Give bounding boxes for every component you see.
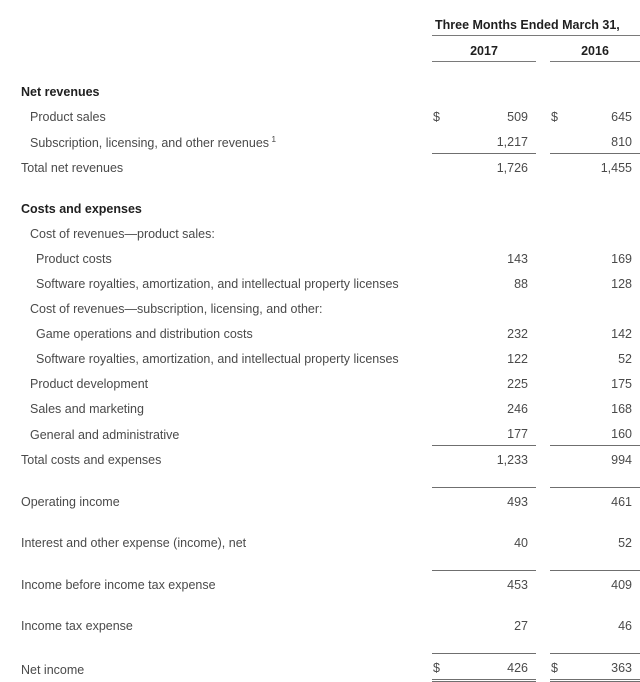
row-label-text: Net revenues — [21, 85, 100, 99]
row-label — [0, 571, 432, 597]
row-label — [0, 420, 432, 446]
row-label — [0, 654, 432, 681]
currency-symbol-2017: $ — [433, 110, 440, 124]
table-row — [0, 270, 640, 295]
spacer-row — [0, 471, 640, 488]
spacer-cell — [432, 637, 446, 654]
spacer-cell — [564, 554, 640, 571]
spacer-cell — [446, 471, 536, 488]
spacer-cell — [550, 0, 564, 12]
spacer-cell — [432, 471, 446, 488]
column-gap — [536, 295, 550, 320]
value-2016 — [564, 195, 640, 220]
currency-symbol-2017 — [432, 195, 446, 220]
currency-symbol-2016 — [550, 345, 564, 370]
top-spacer-row — [0, 0, 640, 12]
spacer-cell — [536, 596, 550, 612]
value-2016 — [564, 220, 640, 245]
section-header-row — [0, 78, 640, 103]
value-2016: 810 — [611, 135, 632, 149]
spacer-cell — [564, 513, 640, 529]
spacer-row — [0, 513, 640, 529]
spacer-row — [0, 637, 640, 654]
value-2016: 142 — [611, 327, 632, 341]
value-2016: 169 — [611, 252, 632, 266]
table-row — [0, 295, 640, 320]
spacer-cell — [564, 179, 640, 195]
spacer-cell — [0, 554, 432, 571]
currency-symbol-2016 — [550, 220, 564, 245]
section-header-row — [0, 195, 640, 220]
row-label-text: Subscription, licensing, and other revenues — [30, 135, 270, 150]
table-row — [0, 420, 640, 446]
summary-row — [0, 488, 640, 514]
value-2016: 1,455 — [564, 154, 640, 180]
row-label-text: Product sales — [30, 110, 106, 124]
spacer-cell — [432, 596, 446, 612]
row-label — [0, 220, 432, 245]
value-2017: 1,726 — [446, 154, 536, 180]
row-label — [0, 195, 432, 220]
row-label-text: Sales and marketing — [30, 402, 144, 416]
spacer-cell — [0, 596, 432, 612]
value-2017: 122 — [507, 352, 528, 366]
currency-symbol-2017 — [432, 529, 446, 554]
row-label — [0, 488, 432, 514]
currency-symbol-2017 — [432, 154, 446, 180]
row-label — [0, 320, 432, 345]
row-label-text: Interest and other expense (income), net — [21, 536, 247, 550]
column-gap — [536, 78, 550, 103]
spacer-cell — [0, 0, 432, 12]
spacer-cell — [536, 513, 550, 529]
spacer-cell — [536, 637, 550, 654]
value-2017: 426 — [446, 654, 536, 681]
spacer-cell — [536, 0, 550, 12]
value-2016: 52 — [618, 352, 632, 366]
currency-symbol-2016 — [550, 195, 564, 220]
spacer-cell — [0, 637, 432, 654]
spacer-cell — [536, 62, 550, 79]
column-gap — [536, 571, 550, 597]
value-2017: 509 — [507, 110, 528, 124]
spacer-cell — [550, 62, 564, 79]
summary-row — [0, 612, 640, 637]
spacer-cell — [0, 62, 432, 79]
currency-symbol-2017 — [432, 220, 446, 245]
spacer-cell — [536, 554, 550, 571]
footnote-marker: 1 — [269, 133, 277, 144]
row-label — [0, 128, 432, 154]
value-2016 — [564, 78, 640, 103]
row-label — [0, 612, 432, 637]
row-label — [0, 103, 432, 128]
value-2017: 493 — [446, 488, 536, 514]
row-label-text: Total net revenues — [21, 161, 124, 175]
value-2017: 232 — [507, 327, 528, 341]
value-2017: 225 — [507, 377, 528, 391]
spacer-cell — [550, 513, 564, 529]
header-empty-cell — [0, 36, 432, 62]
row-label-text: Cost of revenues—product sales: — [30, 227, 215, 241]
spacer-cell — [550, 596, 564, 612]
spacer-row — [0, 179, 640, 195]
row-label-text: Game operations and distribution costs — [36, 327, 253, 341]
row-label — [0, 529, 432, 554]
currency-symbol-2017 — [432, 370, 446, 395]
spacer-cell — [446, 179, 536, 195]
row-label-text: Income tax expense — [21, 619, 133, 633]
currency-symbol-2016 — [550, 295, 564, 320]
column-gap — [536, 220, 550, 245]
spacer-cell — [446, 62, 536, 79]
currency-symbol-2017 — [432, 420, 446, 446]
table-row — [0, 395, 640, 420]
row-label-text: Operating income — [21, 495, 120, 509]
row-label — [0, 78, 432, 103]
currency-symbol-2016 — [550, 446, 564, 472]
column-gap — [536, 154, 550, 180]
currency-symbol-2016 — [550, 154, 564, 180]
table-row — [0, 245, 640, 270]
value-2017: 143 — [507, 252, 528, 266]
value-2016: 168 — [611, 402, 632, 416]
table-row — [0, 320, 640, 345]
spacer-cell — [550, 471, 564, 488]
column-gap — [536, 245, 550, 270]
row-label-text: Total costs and expenses — [21, 453, 162, 467]
row-label — [0, 370, 432, 395]
row-label-text: Software royalties, amortization, and intellectual property licenses — [36, 277, 399, 291]
value-2017 — [446, 295, 536, 320]
currency-symbol-2016 — [550, 612, 564, 637]
currency-symbol-2017 — [432, 245, 446, 270]
column-gap — [536, 320, 550, 345]
column-gap — [536, 529, 550, 554]
currency-symbol-2017 — [432, 446, 446, 472]
spacer-cell — [432, 179, 446, 195]
currency-symbol-2016 — [550, 370, 564, 395]
spacer-cell — [446, 513, 536, 529]
value-2016: 363 — [564, 654, 640, 681]
summary-row — [0, 654, 640, 681]
value-2017: 453 — [446, 571, 536, 597]
row-label-text: Income before income tax expense — [21, 578, 216, 592]
value-2017: 1,217 — [496, 135, 528, 149]
table-row — [0, 128, 640, 154]
row-label — [0, 395, 432, 420]
table-row — [0, 370, 640, 395]
value-2016 — [564, 295, 640, 320]
spacer-cell — [536, 471, 550, 488]
table-row — [0, 345, 640, 370]
currency-symbol-2016 — [550, 270, 564, 295]
column-gap — [536, 128, 550, 154]
spacer-cell — [536, 179, 550, 195]
column-gap — [536, 195, 550, 220]
column-header-2016: 2016 — [550, 36, 640, 62]
row-label-text: Costs and expenses — [21, 202, 142, 216]
header-gap-cell — [536, 36, 550, 62]
value-2017: 40 — [514, 536, 528, 550]
table-row — [0, 103, 640, 128]
currency-symbol-2017 — [432, 128, 446, 154]
currency-symbol-2016 — [550, 529, 564, 554]
currency-symbol-2016: $ — [551, 110, 558, 124]
currency-symbol-2016 — [550, 488, 564, 514]
currency-symbol-2017 — [432, 270, 446, 295]
row-label-text: General and administrative — [30, 427, 180, 442]
row-label — [0, 154, 432, 180]
currency-symbol-2017 — [432, 395, 446, 420]
column-gap — [536, 103, 550, 128]
value-2016: 645 — [611, 110, 632, 124]
row-label-text: Software royalties, amortization, and intellectual property licenses — [36, 352, 399, 366]
spacer-cell — [446, 554, 536, 571]
currency-symbol-2016 — [550, 78, 564, 103]
currency-symbol-2017: $ — [432, 654, 446, 681]
spacer-cell — [0, 471, 432, 488]
summary-row — [0, 571, 640, 597]
spacer-cell — [432, 554, 446, 571]
currency-symbol-2017 — [432, 488, 446, 514]
spacer-cell — [550, 179, 564, 195]
currency-symbol-2017 — [432, 295, 446, 320]
table-row — [0, 220, 640, 245]
value-2016: 128 — [611, 277, 632, 291]
spacer-cell — [446, 637, 536, 654]
table-row — [0, 446, 640, 472]
value-2017 — [446, 78, 536, 103]
value-2017 — [446, 220, 536, 245]
column-gap — [536, 420, 550, 446]
currency-symbol-2016 — [550, 320, 564, 345]
currency-symbol-2017 — [432, 78, 446, 103]
spacer-cell — [564, 637, 640, 654]
value-2017 — [446, 195, 536, 220]
year-header-row — [0, 36, 640, 62]
spacer-row — [0, 554, 640, 571]
column-gap — [536, 654, 550, 681]
spacer-cell — [432, 62, 446, 79]
spacer-cell — [446, 0, 536, 12]
spacer-cell — [564, 596, 640, 612]
row-label-text: Cost of revenues—subscription, licensing, and other: — [30, 302, 323, 316]
spacer-cell — [564, 471, 640, 488]
currency-symbol-2017 — [432, 612, 446, 637]
row-label — [0, 270, 432, 295]
column-gap — [536, 488, 550, 514]
value-2016: 52 — [618, 536, 632, 550]
spacer-cell — [0, 513, 432, 529]
value-2017: 27 — [514, 619, 528, 633]
currency-symbol-2017 — [432, 320, 446, 345]
row-label-text: Net income — [21, 662, 85, 677]
value-2016: 160 — [611, 427, 632, 441]
value-2016: 461 — [564, 488, 640, 514]
value-2016: 409 — [564, 571, 640, 597]
column-gap — [536, 395, 550, 420]
value-2017: 88 — [514, 277, 528, 291]
value-2017: 246 — [507, 402, 528, 416]
header-empty-cell — [0, 12, 432, 36]
row-label-text: Product costs — [36, 252, 112, 266]
row-label — [0, 345, 432, 370]
row-label-text: Product development — [30, 377, 149, 391]
currency-symbol-2017 — [432, 345, 446, 370]
period-title: Three Months Ended March 31, — [432, 12, 640, 36]
spacer-cell — [564, 0, 640, 12]
spacer-cell — [446, 596, 536, 612]
currency-symbol-2016 — [550, 245, 564, 270]
spacer-cell — [432, 513, 446, 529]
spacer-cell — [550, 637, 564, 654]
spacer-cell — [0, 179, 432, 195]
value-2016: 46 — [618, 619, 632, 633]
column-header-2017: 2017 — [432, 36, 536, 62]
column-gap — [536, 370, 550, 395]
value-2017: 177 — [507, 427, 528, 441]
spacer-cell — [550, 554, 564, 571]
currency-symbol-2016 — [550, 128, 564, 154]
table-row — [0, 154, 640, 180]
column-gap — [536, 446, 550, 472]
row-label — [0, 245, 432, 270]
spacer-cell — [432, 0, 446, 12]
currency-symbol-2016 — [550, 571, 564, 597]
currency-symbol-2016 — [550, 395, 564, 420]
value-2017: 1,233 — [446, 446, 536, 472]
currency-symbol-2016: $ — [550, 654, 564, 681]
column-gap — [536, 345, 550, 370]
column-gap — [536, 270, 550, 295]
currency-symbol-2017 — [432, 571, 446, 597]
period-header-row — [0, 12, 640, 36]
value-2016: 994 — [564, 446, 640, 472]
spacer-row — [0, 596, 640, 612]
row-label — [0, 446, 432, 472]
value-2016: 175 — [611, 377, 632, 391]
summary-row — [0, 529, 640, 554]
spacer-cell — [564, 62, 640, 79]
column-gap — [536, 612, 550, 637]
header-bottom-spacer-row — [0, 62, 640, 79]
currency-symbol-2016 — [550, 420, 564, 446]
row-label — [0, 295, 432, 320]
